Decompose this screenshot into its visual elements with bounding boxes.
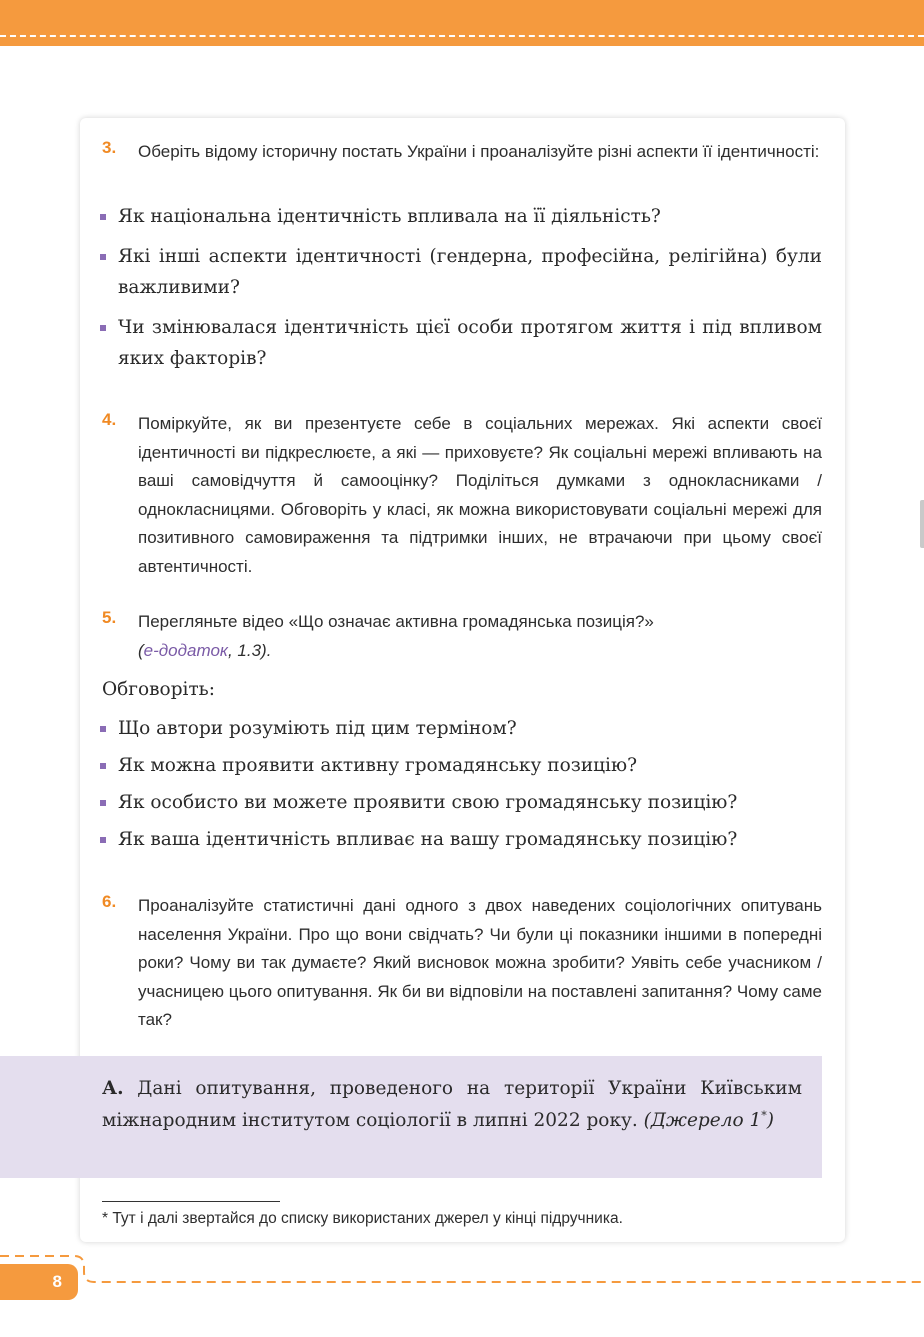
task-number: 4. <box>102 410 117 429</box>
video-reference: (е-додаток, 1.3). <box>138 640 272 660</box>
bullet-square-icon <box>100 726 106 732</box>
e-appendix-link[interactable]: е-додаток <box>143 640 228 660</box>
list-item: Як національна ідентичність впливала на її діяльність? <box>100 201 822 232</box>
bullet-square-icon <box>100 254 106 260</box>
page-edge-tab <box>920 500 924 548</box>
source-letter: А. <box>102 1078 124 1099</box>
task-number: 5. <box>102 608 117 627</box>
task-5-bullet-list <box>100 713 822 855</box>
bottom-dashed-border <box>0 1254 924 1310</box>
top-dashed-line <box>0 35 924 37</box>
bullet-square-icon <box>100 214 106 220</box>
source-reference: (Джерело 1*) <box>643 1109 774 1132</box>
list-item: Як ваша ідентичність впливає на вашу громадянську позицію? <box>100 824 822 855</box>
page-number: 8 <box>0 1264 78 1300</box>
task-5 <box>102 608 822 665</box>
top-header-band <box>0 0 924 46</box>
task-3-bullet-list <box>100 201 822 374</box>
bullet-square-icon <box>100 837 106 843</box>
list-item: Як особисто ви можете проявити свою громадянську позицію? <box>100 787 822 818</box>
source-description <box>102 1075 802 1134</box>
source-text: Дані опитування, проведеного на території України Київським міжнародним інститутом соціології в липні 2022 року. <box>102 1078 802 1132</box>
task-text: Проаналізуйте статистичні дані одного з двох наведених соціологічних опитувань населення України. Про що вони свідчать? Чи були ці показники іншими в попередні роки? Чому ви так думаєте? Який висновок можна зробити? Уявіть себе учасником / учасницею цього опитування. Як би ви відповіли на поставлені запитання? Чому саме так? <box>138 896 822 1029</box>
task-text: Поміркуйте, як ви презентуєте себе в соціальних мережах. Які аспекти своєї ідентичності ви підкреслюєте, а які — приховуєте? Як соціальні мережі впливають на ваші самовідчуття й самооцінку? Поділіться думками з однокласниками / однокласницями. Обговоріть у класі, як можна використовувати соціальні мережі для позитивного самовираження та підтримки інших, не втрачаючи при цьому своєї автентичності. <box>138 414 822 576</box>
list-item: Чи змінювалася ідентичність цієї особи протягом життя і під впливом яких факторів? <box>100 312 822 374</box>
discuss-label: Обговоріть: <box>102 679 215 700</box>
task-text: Перегляньте відео «Що означає активна громадянська позиція?» (е-додаток, 1.3). <box>138 612 654 660</box>
bullet-square-icon <box>100 325 106 331</box>
task-number: 6. <box>102 892 117 911</box>
task-4 <box>102 410 822 581</box>
list-item: Як можна проявити активну громадянську позицію? <box>100 750 822 781</box>
footnote: * Тут і далі звертайся до списку використаних джерел у кінці підручника. <box>102 1210 623 1227</box>
task-3 <box>102 138 822 167</box>
list-item: Що автори розуміють під цим терміном? <box>100 713 822 744</box>
task-text: Оберіть відому історичну постать України і проаналізуйте різні аспекти її ідентичності: <box>138 142 820 161</box>
footnote-divider <box>102 1201 280 1202</box>
task-number: 3. <box>102 138 117 157</box>
task-6 <box>102 892 822 1035</box>
list-item: Які інші аспекти ідентичності (гендерна, професійна, релігійна) були важливими? <box>100 241 822 303</box>
bullet-square-icon <box>100 800 106 806</box>
bullet-square-icon <box>100 763 106 769</box>
